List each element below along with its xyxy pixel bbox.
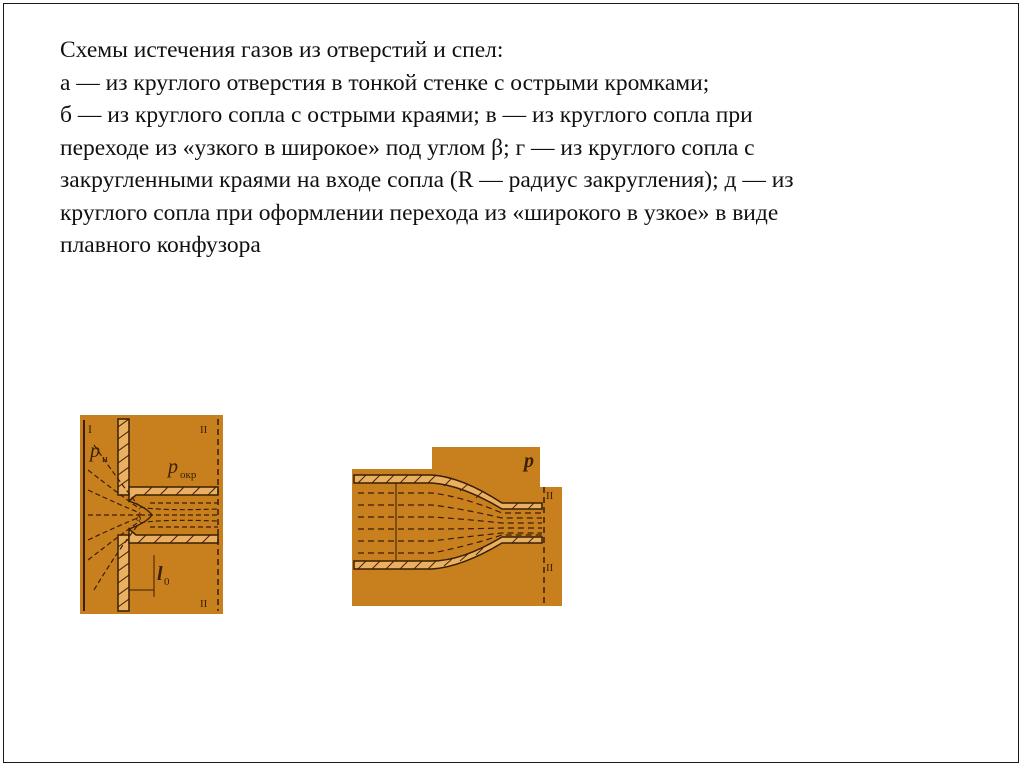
label-section-bottom: II xyxy=(546,562,554,574)
figure-caption xyxy=(60,34,980,262)
caption-line-7: плавного конфузора xyxy=(60,232,261,258)
label-length-sub: 0 xyxy=(164,576,170,588)
figure-orifice-thin-wall xyxy=(80,415,223,614)
confuser-diagram xyxy=(352,447,562,606)
caption-line-2: а — из круглого отверстия в тонкой стенке с острыми кромками; xyxy=(60,69,710,96)
label-pressure: p xyxy=(524,450,534,472)
label-section-right-top: II xyxy=(200,424,208,436)
caption-line-1: Схемы истечения газов из отверстий и спел: xyxy=(60,37,504,63)
label-length: l xyxy=(157,563,163,585)
caption-line-5: закругленными краями на входе сопла (R — радиус закругления); д — из xyxy=(60,167,794,193)
label-section-top: II xyxy=(546,490,554,502)
caption-line-4: переходе из «узкого в широкое» под углом β; г — из круглого сопла с xyxy=(60,134,755,161)
label-pressure-outer: p xyxy=(168,456,178,478)
label-pressure-inner: p xyxy=(90,440,100,462)
caption-line-6: круглого сопла при оформлении перехода из «широкого в узкое» в виде xyxy=(60,199,779,226)
label-angle: δ xyxy=(136,512,142,524)
orifice-diagram xyxy=(80,415,223,614)
caption-line-3: б — из круглого сопла с острыми краями; в — из круглого сопла при xyxy=(60,102,753,128)
figure-smooth-confuser xyxy=(352,447,562,606)
label-section-left: I xyxy=(88,422,92,436)
label-pressure-inner-sub: н xyxy=(102,453,108,465)
label-section-right-bottom: II xyxy=(200,598,208,610)
label-pressure-outer-sub: окр xyxy=(180,469,197,481)
